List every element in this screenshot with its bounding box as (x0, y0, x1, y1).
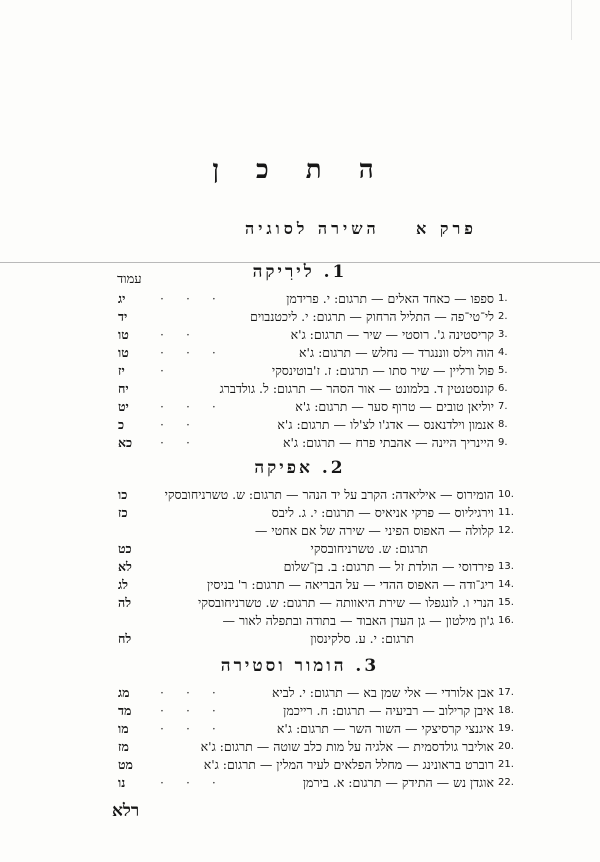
entry-text: הוה וילס ווננגרד — נחלש — תרגום: ג'א (299, 345, 494, 360)
leader-dots: · · (160, 327, 199, 342)
entry-number: 13. (498, 561, 514, 572)
entry-number: 3. (498, 329, 508, 340)
entry-text: קריסטינה ג'. רוסטי — שיר — תרגום: ג'א (290, 327, 494, 342)
entry-text: איבן קרילוב — רביעיה — תרגום: ח. רייכמן (283, 703, 494, 718)
leader-dots: · · · (160, 399, 225, 414)
entry-page: כז (118, 505, 128, 520)
entry-number: 19. (498, 723, 514, 734)
entry-number: 15. (498, 597, 514, 608)
entry-text: תרגום: ש. טשרניחובסקי (310, 541, 428, 556)
entry-text: אנמון וילדנאנס — אדג'ו לצ'לו — תרגום: ג'א (277, 417, 494, 432)
leader-dots: · · · (160, 775, 225, 790)
entry-number: 22. (498, 777, 514, 788)
toc-entry (118, 720, 518, 738)
entry-page: כא (118, 435, 133, 450)
toc-title: ה ת כ ן (212, 155, 388, 185)
toc-entry (118, 522, 518, 540)
entry-text: רוברט בראונינג — מחלל הפלאים לעיר המלין — תרגום: ג'א (203, 757, 494, 772)
entry-page: לא (118, 559, 132, 574)
entry-page: יז (118, 363, 125, 378)
entry-text: אוגדן נש — התידק — תרגום: א. בירמן (302, 775, 494, 790)
leader-dots: · · · (160, 721, 225, 736)
entry-text: הומירוס — איליאדה: הקרב על יד הנהר — תרגום: ש. טשרניחובסקי (164, 487, 494, 502)
section-heading-humor: 3. הומור וסטירה (220, 656, 380, 676)
entry-number: 20. (498, 741, 514, 752)
entry-number: 4. (498, 347, 508, 358)
toc-entry (118, 434, 518, 452)
toc-entry-continuation (118, 630, 518, 648)
entry-text: היינריך היינה — אהבתי פרח — תרגום: ג'א (282, 435, 494, 450)
entry-number: 11. (498, 507, 514, 518)
toc-entry (118, 344, 518, 362)
entry-text: תרגום: י. ע. סלקינסון (310, 631, 414, 646)
entry-page: לג (118, 577, 128, 592)
entry-text: ריג־ודה — האפוס ההדי — על הבריאה — תרגום: ר' בניסין (206, 577, 494, 592)
entry-page: מג (118, 685, 130, 700)
toc-entry (118, 362, 518, 380)
toc-entry (118, 738, 518, 756)
entry-number: 9. (498, 437, 508, 448)
entry-page: נו (118, 775, 126, 790)
entry-number: 1. (498, 293, 508, 304)
toc-entry (118, 380, 518, 398)
leader-dots: · · · (160, 345, 225, 360)
entry-text: איגנצי קרסיצקי — השור השר — תרגום: ג'א (276, 721, 494, 736)
entry-page: כ (118, 417, 125, 432)
toc-entry (118, 774, 518, 792)
entry-number: 7. (498, 401, 508, 412)
toc-entry (118, 576, 518, 594)
toc-entry (118, 326, 518, 344)
entry-page: מו (118, 721, 129, 736)
section-heading-lyric: 1. לירִיקה (252, 262, 348, 282)
entry-page: לח (118, 631, 132, 646)
entry-number: 8. (498, 419, 508, 430)
leader-dots: · · (160, 435, 199, 450)
entry-text: פירדוסי — הולדת זל — תרגום: ב. בן־שלום (283, 559, 494, 574)
toc-entry (118, 612, 518, 630)
page-corner (571, 0, 600, 40)
entry-number: 21. (498, 759, 514, 770)
entry-text: קלולה — האפוס הפיני — שירה של אם אחטי — (254, 523, 494, 538)
part-label: פרק א (416, 219, 477, 238)
toc-entry (118, 504, 518, 522)
toc-entry (118, 558, 518, 576)
entry-page: לה (118, 595, 132, 610)
entry-number: 2. (498, 311, 508, 322)
entry-number: 17. (498, 687, 514, 698)
leader-dots: · (160, 363, 173, 378)
page-folio: רלא (112, 801, 140, 821)
toc-entry (118, 702, 518, 720)
entry-number: 18. (498, 705, 514, 716)
part-heading (245, 219, 477, 241)
entry-number: 6. (498, 383, 508, 394)
toc-entry (118, 756, 518, 774)
toc-entry (118, 684, 518, 702)
entry-text: ספפו — כאחד האלים — תרגום: י. פרידמן (286, 291, 494, 306)
entry-page: מז (118, 739, 129, 754)
entry-text: ג'ון מילטון — גן העדן האבוד — בתודה ובתפלה לאור — (222, 613, 494, 628)
entry-text: אוליבר גולדסמית — אלגיה על מות כלב שוטה — תרגום: ג'א (200, 739, 494, 754)
entry-text: הנרי ו. לונגפלו — שירת היאוותה — תרגום: ש. טשרניחובסקי (197, 595, 494, 610)
leader-dots: · · · (160, 685, 225, 700)
toc-entry (118, 594, 518, 612)
entry-text: פול ורליין — שיר סתו — תרגום: ז. ז'בוטינסקי (271, 363, 494, 378)
entry-text: אבן אלורדי — אלי שמן בא — תרגום: י. לביא (271, 685, 494, 700)
entry-page: יג (118, 291, 126, 306)
toc-entry-continuation (118, 540, 518, 558)
entry-text: יוליאן טובים — טרוף סער — תרגום: ג'א (295, 399, 494, 414)
page-column-header: עמוד (117, 272, 142, 287)
entry-number: 5. (498, 365, 508, 376)
section-heading-epic: 2. אפיקה (254, 458, 346, 478)
leader-dots: · · (160, 417, 199, 432)
entry-number: 10. (498, 489, 514, 500)
entry-page: כו (118, 487, 128, 502)
entry-number: 16. (498, 615, 514, 626)
entry-page: מד (118, 703, 132, 718)
toc-entry (118, 308, 518, 326)
entry-page: מט (118, 757, 133, 772)
part-title: השירה לסוגיה (245, 219, 380, 238)
leader-dots: · · · (160, 703, 225, 718)
entry-page: יד (118, 309, 128, 324)
toc-entry (118, 486, 518, 504)
entry-page: טו (118, 345, 129, 360)
toc-entry (118, 290, 518, 308)
entry-number: 12. (498, 525, 514, 536)
entry-number: 14. (498, 579, 514, 590)
leader-dots: · · · (160, 291, 225, 306)
entry-text: לי־טי־פה — התליל הרחוק — תרגום: י. ליכטנבוים (250, 309, 494, 324)
entry-text: קונסטנטין ד. בלמונט — אור הסהר — תרגום: ל. גולדברג (219, 381, 494, 396)
entry-page: יט (118, 399, 129, 414)
toc-entry (118, 416, 518, 434)
entry-text: וירגיליוס — פרקי אניאיס — תרגום: י. ג. ליבס (271, 505, 494, 520)
toc-entry (118, 398, 518, 416)
entry-page: כט (118, 541, 132, 556)
entry-page: יח (118, 381, 129, 396)
entry-page: טו (118, 327, 129, 342)
